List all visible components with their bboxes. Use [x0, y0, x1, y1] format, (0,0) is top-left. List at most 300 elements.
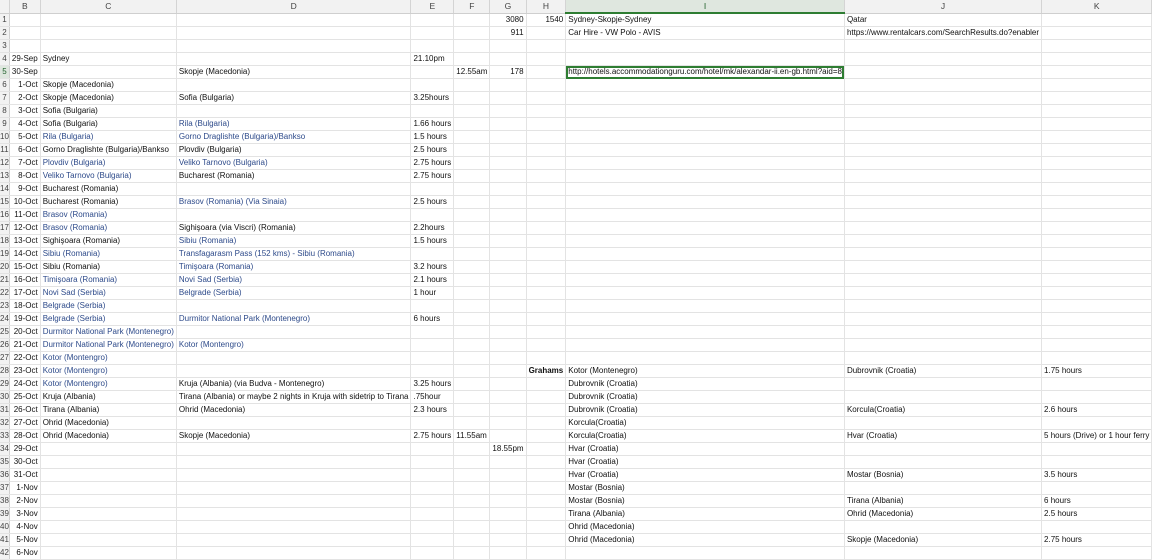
cell-k40[interactable] — [1042, 521, 1152, 534]
cell-c14[interactable]: Bucharest (Romania) — [40, 183, 176, 196]
cell-f15[interactable] — [454, 196, 490, 209]
cell-i29[interactable]: Dubrovnik (Croatia) — [566, 378, 845, 391]
cell-e19[interactable] — [411, 248, 454, 261]
cell-k32[interactable] — [1042, 417, 1152, 430]
cell-j16[interactable] — [844, 209, 1041, 222]
cell-g31[interactable] — [490, 404, 526, 417]
row-header[interactable]: 2 — [0, 27, 9, 40]
cell-d25[interactable] — [176, 326, 411, 339]
cell-h5[interactable] — [526, 66, 566, 79]
cell-k22[interactable] — [1042, 287, 1152, 300]
cell-b34[interactable]: 29-Oct — [9, 443, 40, 456]
cell-f13[interactable] — [454, 170, 490, 183]
cell-d19[interactable]: Transfagarasm Pass (152 kms) - Sibiu (Romania) — [176, 248, 411, 261]
row-header[interactable]: 21 — [0, 274, 9, 287]
cell-d6[interactable] — [176, 79, 411, 92]
row-header[interactable]: 30 — [0, 391, 9, 404]
cell-j26[interactable] — [844, 339, 1041, 352]
cell-e39[interactable] — [411, 508, 454, 521]
cell-e4[interactable]: 21.10pm — [411, 53, 454, 66]
cell-i1[interactable]: Sydney-Skopje-Sydney — [566, 13, 845, 27]
cell-i37[interactable]: Mostar (Bosnia) — [566, 482, 845, 495]
cell-k4[interactable] — [1042, 53, 1152, 66]
cell-h35[interactable] — [526, 456, 566, 469]
cell-g20[interactable] — [490, 261, 526, 274]
cell-e34[interactable] — [411, 443, 454, 456]
cell-c12[interactable]: Plovdiv (Bulgaria) — [40, 157, 176, 170]
cell-i20[interactable] — [566, 261, 845, 274]
cell-c33[interactable]: Ohrid (Macedonia) — [40, 430, 176, 443]
cell-k8[interactable] — [1042, 105, 1152, 118]
cell-i17[interactable] — [566, 222, 845, 235]
cell-j42[interactable] — [844, 547, 1041, 560]
cell-h30[interactable] — [526, 391, 566, 404]
cell-j10[interactable] — [844, 131, 1041, 144]
cell-j19[interactable] — [844, 248, 1041, 261]
cell-i28[interactable]: Kotor (Montenegro) — [566, 365, 845, 378]
cell-e6[interactable] — [411, 79, 454, 92]
cell-f1[interactable] — [454, 13, 490, 27]
cell-i14[interactable] — [566, 183, 845, 196]
cell-c25[interactable]: Durmitor National Park (Montenegro) — [40, 326, 176, 339]
cell-d16[interactable] — [176, 209, 411, 222]
row-header[interactable]: 24 — [0, 313, 9, 326]
cell-c7[interactable]: Skopje (Macedonia) — [40, 92, 176, 105]
row-header[interactable]: 22 — [0, 287, 9, 300]
cell-h28[interactable]: Grahams — [526, 365, 566, 378]
cell-e30[interactable]: .75hour — [411, 391, 454, 404]
cell-k6[interactable] — [1042, 79, 1152, 92]
cell-c9[interactable]: Sofia (Bulgaria) — [40, 118, 176, 131]
cell-d20[interactable]: Timişoara (Romania) — [176, 261, 411, 274]
cell-k9[interactable] — [1042, 118, 1152, 131]
cell-e1[interactable] — [411, 13, 454, 27]
cell-i15[interactable] — [566, 196, 845, 209]
cell-i12[interactable] — [566, 157, 845, 170]
cell-d26[interactable]: Kotor (Montengro) — [176, 339, 411, 352]
cell-c39[interactable] — [40, 508, 176, 521]
cell-f8[interactable] — [454, 105, 490, 118]
cell-h13[interactable] — [526, 170, 566, 183]
cell-c21[interactable]: Timişoara (Romania) — [40, 274, 176, 287]
cell-d31[interactable]: Ohrid (Macedonia) — [176, 404, 411, 417]
cell-e9[interactable]: 1.66 hours — [411, 118, 454, 131]
row-header[interactable]: 38 — [0, 495, 9, 508]
cell-b2[interactable] — [9, 27, 40, 40]
cell-c31[interactable]: Tirana (Albania) — [40, 404, 176, 417]
cell-e35[interactable] — [411, 456, 454, 469]
cell-g17[interactable] — [490, 222, 526, 235]
cell-b37[interactable]: 1-Nov — [9, 482, 40, 495]
cell-d41[interactable] — [176, 534, 411, 547]
cell-b4[interactable]: 29-Sep — [9, 53, 40, 66]
cell-i3[interactable] — [566, 40, 845, 53]
cell-f12[interactable] — [454, 157, 490, 170]
cell-f30[interactable] — [454, 391, 490, 404]
cell-g25[interactable] — [490, 326, 526, 339]
cell-d40[interactable] — [176, 521, 411, 534]
cell-b30[interactable]: 25-Oct — [9, 391, 40, 404]
cell-h40[interactable] — [526, 521, 566, 534]
cell-f37[interactable] — [454, 482, 490, 495]
cell-i38[interactable]: Mostar (Bosnia) — [566, 495, 845, 508]
cell-j8[interactable] — [844, 105, 1041, 118]
cell-i25[interactable] — [566, 326, 845, 339]
cell-i5[interactable]: http://hotels.accommodationguru.com/hotel/mk/alexandar-ii.en-gb.html?aid=8 — [566, 66, 845, 79]
cell-d21[interactable]: Novi Sad (Serbia) — [176, 274, 411, 287]
cell-b20[interactable]: 15-Oct — [9, 261, 40, 274]
cell-j20[interactable] — [844, 261, 1041, 274]
cell-i30[interactable]: Dubrovnik (Croatia) — [566, 391, 845, 404]
row-header[interactable]: 40 — [0, 521, 9, 534]
cell-k13[interactable] — [1042, 170, 1152, 183]
cell-i8[interactable] — [566, 105, 845, 118]
cell-c3[interactable] — [40, 40, 176, 53]
cell-h2[interactable] — [526, 27, 566, 40]
cell-i21[interactable] — [566, 274, 845, 287]
cell-k30[interactable] — [1042, 391, 1152, 404]
cell-k26[interactable] — [1042, 339, 1152, 352]
cell-d1[interactable] — [176, 13, 411, 27]
cell-c38[interactable] — [40, 495, 176, 508]
cell-e12[interactable]: 2.75 hours — [411, 157, 454, 170]
cell-b19[interactable]: 14-Oct — [9, 248, 40, 261]
cell-g18[interactable] — [490, 235, 526, 248]
cell-b29[interactable]: 24-Oct — [9, 378, 40, 391]
cell-d36[interactable] — [176, 469, 411, 482]
cell-c30[interactable]: Kruja (Albania) — [40, 391, 176, 404]
row-header[interactable]: 16 — [0, 209, 9, 222]
cell-h38[interactable] — [526, 495, 566, 508]
cell-d29[interactable]: Kruja (Albania) (via Budva - Montenegro) — [176, 378, 411, 391]
cell-d13[interactable]: Bucharest (Romania) — [176, 170, 411, 183]
column-header-k[interactable]: K — [1042, 0, 1152, 13]
cell-i23[interactable] — [566, 300, 845, 313]
cell-c17[interactable]: Brasov (Romania) — [40, 222, 176, 235]
cell-f27[interactable] — [454, 352, 490, 365]
cell-k19[interactable] — [1042, 248, 1152, 261]
cell-e15[interactable]: 2.5 hours — [411, 196, 454, 209]
cell-b33[interactable]: 28-Oct — [9, 430, 40, 443]
row-header[interactable]: 34 — [0, 443, 9, 456]
cell-f6[interactable] — [454, 79, 490, 92]
cell-e28[interactable] — [411, 365, 454, 378]
cell-c29[interactable]: Kotor (Montengro) — [40, 378, 176, 391]
cell-d23[interactable] — [176, 300, 411, 313]
cell-f7[interactable] — [454, 92, 490, 105]
cell-e16[interactable] — [411, 209, 454, 222]
cell-d38[interactable] — [176, 495, 411, 508]
cell-j4[interactable] — [844, 53, 1041, 66]
cell-e37[interactable] — [411, 482, 454, 495]
cell-c24[interactable]: Belgrade (Serbia) — [40, 313, 176, 326]
cell-c16[interactable]: Brasov (Romania) — [40, 209, 176, 222]
cell-j27[interactable] — [844, 352, 1041, 365]
cell-c2[interactable] — [40, 27, 176, 40]
cell-f23[interactable] — [454, 300, 490, 313]
cell-b16[interactable]: 11-Oct — [9, 209, 40, 222]
cell-k3[interactable] — [1042, 40, 1152, 53]
row-header[interactable]: 36 — [0, 469, 9, 482]
cell-g12[interactable] — [490, 157, 526, 170]
cell-b9[interactable]: 4-Oct — [9, 118, 40, 131]
cell-i2[interactable]: Car Hire - VW Polo - AVIS — [566, 27, 845, 40]
cell-j23[interactable] — [844, 300, 1041, 313]
cell-c36[interactable] — [40, 469, 176, 482]
cell-g9[interactable] — [490, 118, 526, 131]
cell-h15[interactable] — [526, 196, 566, 209]
cell-k39[interactable]: 2.5 hours — [1042, 508, 1152, 521]
cell-j13[interactable] — [844, 170, 1041, 183]
cell-g23[interactable] — [490, 300, 526, 313]
cell-c23[interactable]: Belgrade (Serbia) — [40, 300, 176, 313]
cell-g40[interactable] — [490, 521, 526, 534]
cell-i16[interactable] — [566, 209, 845, 222]
row-header[interactable]: 37 — [0, 482, 9, 495]
cell-h29[interactable] — [526, 378, 566, 391]
cell-f32[interactable] — [454, 417, 490, 430]
cell-i32[interactable]: Korcula(Croatia) — [566, 417, 845, 430]
row-header[interactable]: 9 — [0, 118, 9, 131]
cell-g26[interactable] — [490, 339, 526, 352]
cell-f40[interactable] — [454, 521, 490, 534]
cell-b27[interactable]: 22-Oct — [9, 352, 40, 365]
cell-g24[interactable] — [490, 313, 526, 326]
cell-b17[interactable]: 12-Oct — [9, 222, 40, 235]
cell-k34[interactable] — [1042, 443, 1152, 456]
cell-d7[interactable]: Sofia (Bulgaria) — [176, 92, 411, 105]
cell-g42[interactable] — [490, 547, 526, 560]
cell-f35[interactable] — [454, 456, 490, 469]
cell-b14[interactable]: 9-Oct — [9, 183, 40, 196]
cell-e10[interactable]: 1.5 hours — [411, 131, 454, 144]
cell-i9[interactable] — [566, 118, 845, 131]
cell-f42[interactable] — [454, 547, 490, 560]
cell-g32[interactable] — [490, 417, 526, 430]
column-header-h[interactable]: H — [526, 0, 566, 13]
cell-h4[interactable] — [526, 53, 566, 66]
cell-i36[interactable]: Hvar (Croatia) — [566, 469, 845, 482]
cell-e14[interactable] — [411, 183, 454, 196]
cell-b13[interactable]: 8-Oct — [9, 170, 40, 183]
cell-d37[interactable] — [176, 482, 411, 495]
cell-j33[interactable]: Hvar (Croatia) — [844, 430, 1041, 443]
column-header-i[interactable]: I — [566, 0, 845, 13]
cell-f10[interactable] — [454, 131, 490, 144]
cell-f34[interactable] — [454, 443, 490, 456]
cell-c40[interactable] — [40, 521, 176, 534]
cell-h36[interactable] — [526, 469, 566, 482]
cell-b5[interactable]: 30-Sep — [9, 66, 40, 79]
row-header[interactable]: 42 — [0, 547, 9, 560]
cell-e23[interactable] — [411, 300, 454, 313]
cell-k12[interactable] — [1042, 157, 1152, 170]
cell-e32[interactable] — [411, 417, 454, 430]
cell-k28[interactable]: 1.75 hours — [1042, 365, 1152, 378]
cell-d34[interactable] — [176, 443, 411, 456]
cell-c19[interactable]: Sibiu (Romania) — [40, 248, 176, 261]
cell-k25[interactable] — [1042, 326, 1152, 339]
cell-b32[interactable]: 27-Oct — [9, 417, 40, 430]
cell-k5[interactable] — [1042, 66, 1152, 79]
cell-g33[interactable] — [490, 430, 526, 443]
cell-k23[interactable] — [1042, 300, 1152, 313]
cell-j6[interactable] — [844, 79, 1041, 92]
cell-h16[interactable] — [526, 209, 566, 222]
cell-d14[interactable] — [176, 183, 411, 196]
cell-j1[interactable]: Qatar — [844, 13, 1041, 27]
cell-e40[interactable] — [411, 521, 454, 534]
column-header-f[interactable]: F — [454, 0, 490, 13]
cell-k41[interactable]: 2.75 hours — [1042, 534, 1152, 547]
cell-d4[interactable] — [176, 53, 411, 66]
cell-g37[interactable] — [490, 482, 526, 495]
cell-i11[interactable] — [566, 144, 845, 157]
cell-e5[interactable] — [411, 66, 454, 79]
cell-b39[interactable]: 3-Nov — [9, 508, 40, 521]
cell-h39[interactable] — [526, 508, 566, 521]
column-header-c[interactable]: C — [40, 0, 176, 13]
cell-g41[interactable] — [490, 534, 526, 547]
cell-d9[interactable]: Rila (Bulgaria) — [176, 118, 411, 131]
cell-h18[interactable] — [526, 235, 566, 248]
row-header[interactable]: 29 — [0, 378, 9, 391]
cell-j15[interactable] — [844, 196, 1041, 209]
cell-j41[interactable]: Skopje (Macedonia) — [844, 534, 1041, 547]
cell-f16[interactable] — [454, 209, 490, 222]
cell-c42[interactable] — [40, 547, 176, 560]
cell-g27[interactable] — [490, 352, 526, 365]
cell-j14[interactable] — [844, 183, 1041, 196]
row-header[interactable]: 13 — [0, 170, 9, 183]
cell-i31[interactable]: Dubrovnik (Croatia) — [566, 404, 845, 417]
cell-f19[interactable] — [454, 248, 490, 261]
cell-d24[interactable]: Durmitor National Park (Montenegro) — [176, 313, 411, 326]
cell-h41[interactable] — [526, 534, 566, 547]
cell-d30[interactable]: Tirana (Albania) or maybe 2 nights in Kruja with sidetrip to Tirana — [176, 391, 411, 404]
cell-i39[interactable]: Tirana (Albania) — [566, 508, 845, 521]
cell-e13[interactable]: 2.75 hours — [411, 170, 454, 183]
cell-e21[interactable]: 2.1 hours — [411, 274, 454, 287]
cell-f29[interactable] — [454, 378, 490, 391]
cell-f3[interactable] — [454, 40, 490, 53]
cell-g10[interactable] — [490, 131, 526, 144]
cell-g30[interactable] — [490, 391, 526, 404]
row-header[interactable]: 28 — [0, 365, 9, 378]
cell-b15[interactable]: 10-Oct — [9, 196, 40, 209]
cell-g8[interactable] — [490, 105, 526, 118]
cell-i10[interactable] — [566, 131, 845, 144]
cell-f20[interactable] — [454, 261, 490, 274]
cell-c35[interactable] — [40, 456, 176, 469]
cell-j22[interactable] — [844, 287, 1041, 300]
cell-j3[interactable] — [844, 40, 1041, 53]
cell-h23[interactable] — [526, 300, 566, 313]
column-header-e[interactable]: E — [411, 0, 454, 13]
row-header[interactable]: 1 — [0, 13, 9, 27]
cell-e11[interactable]: 2.5 hours — [411, 144, 454, 157]
cell-d8[interactable] — [176, 105, 411, 118]
cell-k42[interactable] — [1042, 547, 1152, 560]
cell-h10[interactable] — [526, 131, 566, 144]
cell-f36[interactable] — [454, 469, 490, 482]
cell-j18[interactable] — [844, 235, 1041, 248]
cell-i24[interactable] — [566, 313, 845, 326]
cell-j7[interactable] — [844, 92, 1041, 105]
cell-j28[interactable]: Dubrovnik (Croatia) — [844, 365, 1041, 378]
cell-b36[interactable]: 31-Oct — [9, 469, 40, 482]
select-all-corner[interactable] — [0, 0, 9, 13]
cell-h3[interactable] — [526, 40, 566, 53]
cell-f14[interactable] — [454, 183, 490, 196]
row-header[interactable]: 32 — [0, 417, 9, 430]
cell-e31[interactable]: 2.3 hours — [411, 404, 454, 417]
cell-i18[interactable] — [566, 235, 845, 248]
cell-d12[interactable]: Veliko Tarnovo (Bulgaria) — [176, 157, 411, 170]
cell-j2[interactable]: https://www.rentalcars.com/SearchResults.do?enabler — [844, 27, 1041, 40]
cell-f5[interactable]: 12.55am — [454, 66, 490, 79]
cell-k2[interactable] — [1042, 27, 1152, 40]
cell-i7[interactable] — [566, 92, 845, 105]
cell-k7[interactable] — [1042, 92, 1152, 105]
cell-b26[interactable]: 21-Oct — [9, 339, 40, 352]
cell-g38[interactable] — [490, 495, 526, 508]
row-header[interactable]: 11 — [0, 144, 9, 157]
cell-e17[interactable]: 2.2hours — [411, 222, 454, 235]
column-header-j[interactable]: J — [844, 0, 1041, 13]
cell-j38[interactable]: Tirana (Albania) — [844, 495, 1041, 508]
cell-k31[interactable]: 2.6 hours — [1042, 404, 1152, 417]
cell-d2[interactable] — [176, 27, 411, 40]
cell-b21[interactable]: 16-Oct — [9, 274, 40, 287]
cell-j40[interactable] — [844, 521, 1041, 534]
cell-g28[interactable] — [490, 365, 526, 378]
cell-e20[interactable]: 3.2 hours — [411, 261, 454, 274]
row-header[interactable]: 14 — [0, 183, 9, 196]
cell-d42[interactable] — [176, 547, 411, 560]
cell-b3[interactable] — [9, 40, 40, 53]
cell-i6[interactable] — [566, 79, 845, 92]
cell-i4[interactable] — [566, 53, 845, 66]
cell-j39[interactable]: Ohrid (Macedonia) — [844, 508, 1041, 521]
cell-h20[interactable] — [526, 261, 566, 274]
cell-h34[interactable] — [526, 443, 566, 456]
cell-h32[interactable] — [526, 417, 566, 430]
cell-i22[interactable] — [566, 287, 845, 300]
cell-b42[interactable]: 6-Nov — [9, 547, 40, 560]
cell-b38[interactable]: 2-Nov — [9, 495, 40, 508]
cell-h27[interactable] — [526, 352, 566, 365]
cell-h1[interactable]: 1540 — [526, 13, 566, 27]
cell-c22[interactable]: Novi Sad (Serbia) — [40, 287, 176, 300]
cell-b28[interactable]: 23-Oct — [9, 365, 40, 378]
cell-g34[interactable]: 18.55pm — [490, 443, 526, 456]
cell-c1[interactable] — [40, 13, 176, 27]
cell-c10[interactable]: Rila (Bulgaria) — [40, 131, 176, 144]
cell-h21[interactable] — [526, 274, 566, 287]
cell-f18[interactable] — [454, 235, 490, 248]
row-header[interactable]: 33 — [0, 430, 9, 443]
cell-e33[interactable]: 2.75 hours — [411, 430, 454, 443]
cell-g39[interactable] — [490, 508, 526, 521]
cell-k37[interactable] — [1042, 482, 1152, 495]
cell-h7[interactable] — [526, 92, 566, 105]
cell-b24[interactable]: 19-Oct — [9, 313, 40, 326]
cell-j11[interactable] — [844, 144, 1041, 157]
cell-h31[interactable] — [526, 404, 566, 417]
cell-e25[interactable] — [411, 326, 454, 339]
cell-d27[interactable] — [176, 352, 411, 365]
